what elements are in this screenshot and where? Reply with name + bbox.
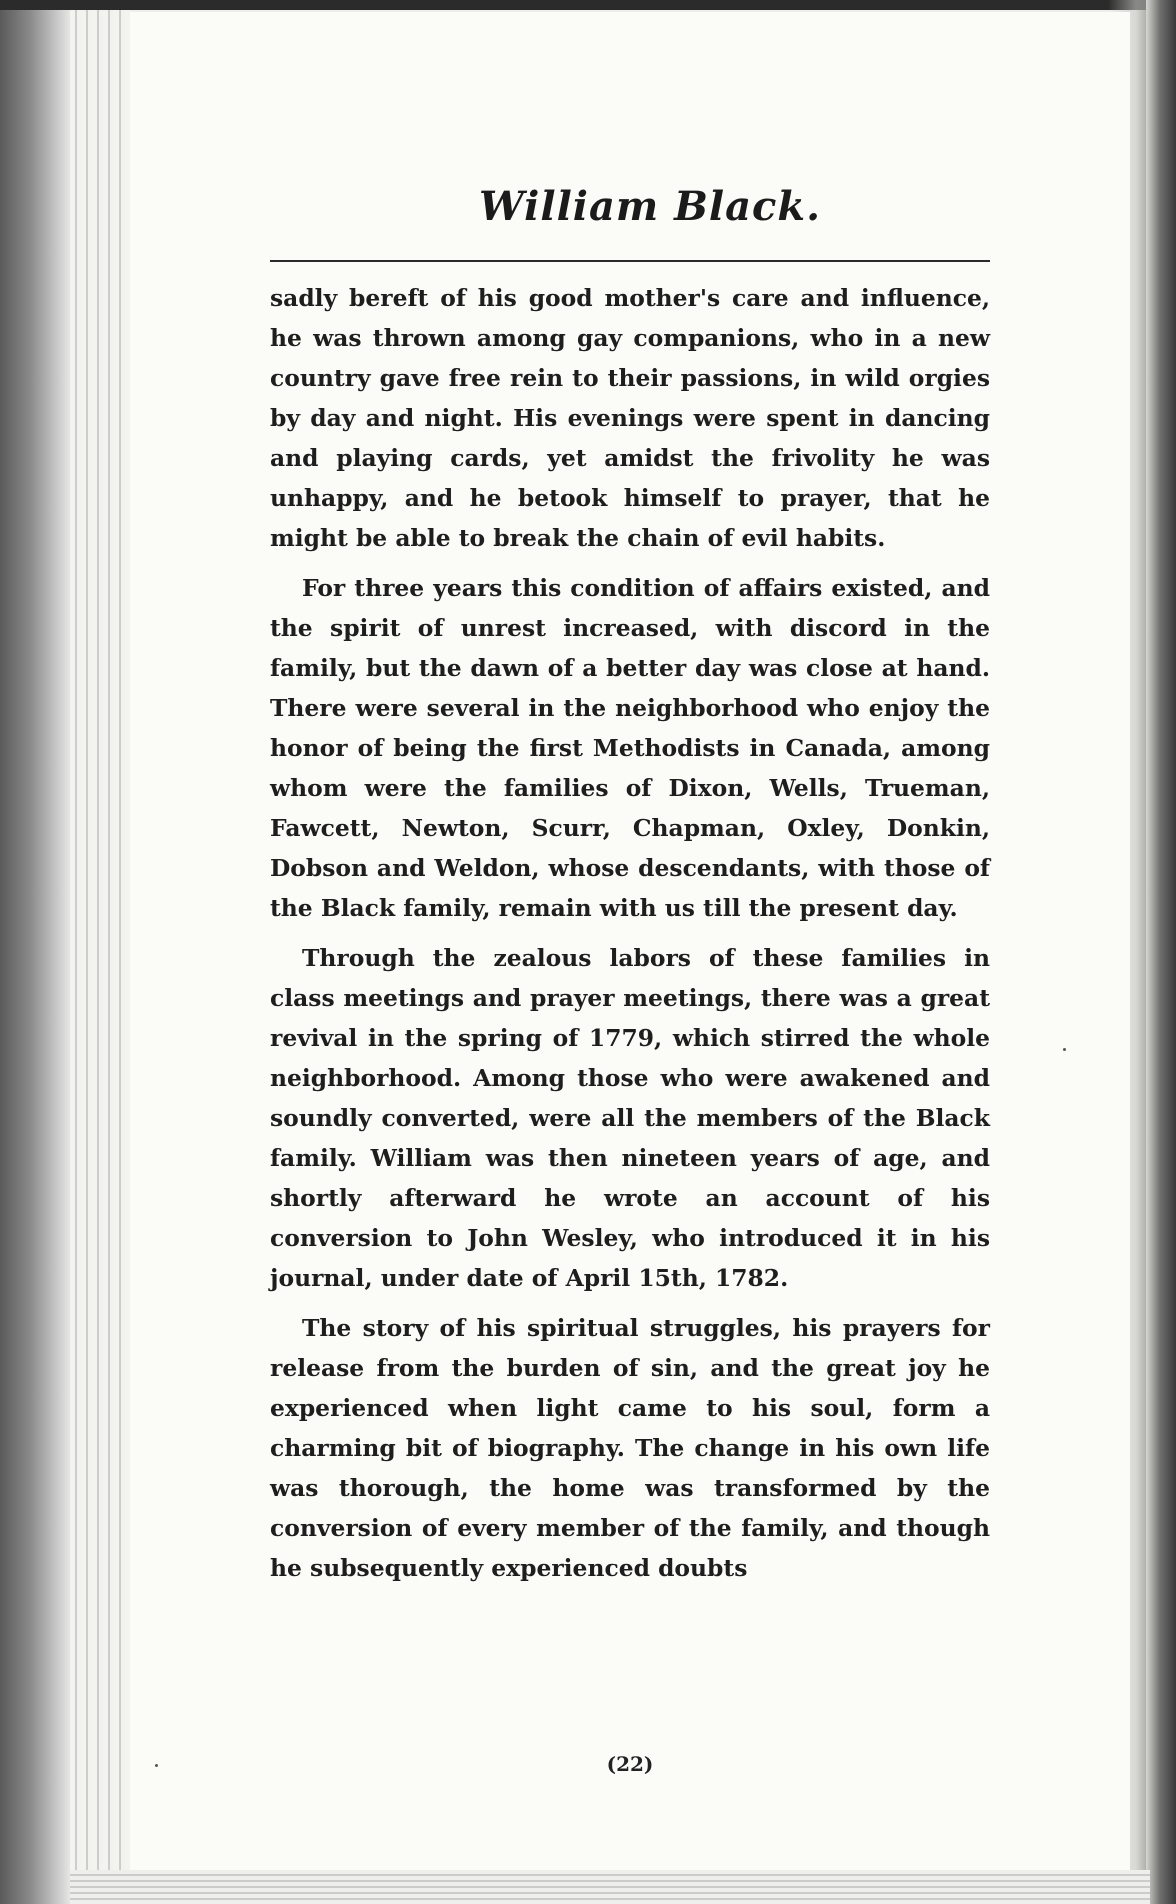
scanner-left-border (0, 0, 70, 1904)
paragraph: sadly bereft of his good mother's care and influence, he was thrown among gay companions, who in a new country gave free rein to their passions, in wild orgies by day and night. His evenings were spent in dancing and playing cards, yet amidst the frivolity he was unhappy, and he betook himself to prayer, that he might be able to break the chain of evil habits. (270, 284, 990, 552)
scanner-top-border (0, 0, 1176, 10)
paragraph: For three years this condition of affairs existed, and the spirit of unrest increased, with discord in the family, but the dawn of a better day was close at hand. There were several in the neighborhood who enjoy the honor of being the first Methodists in Canada, among whom were the families of Dixon, Wells, Trueman, Fawcett, Newton, Scurr, Chapman, Oxley, Donkin, Dobson and Weldon, whose descendants, with those of the Black family, remain with us till the present day. (270, 574, 990, 922)
stacked-page-edges-bottom (70, 1870, 1150, 1904)
page-content (270, 172, 990, 1598)
page-number: (22) (606, 1752, 654, 1776)
scan-speck (1063, 1048, 1066, 1051)
paragraph: The story of his spiritual struggles, his prayers for release from the burden of sin, and the great joy he experienced when light came to his soul, form a charming bit of biography. The change in his own life was thorough, the home was transformed by the conversion of every member of the family, and though he subsequently experienced doubts (270, 1314, 990, 1582)
scanner-right-border (1146, 0, 1176, 1904)
paragraph: Through the zealous labors of these families in class meetings and prayer meetings, there was a great revival in the spring of 1779, which stirred the whole neighborhood. Among those who were awakened and soundly converted, were all the members of the Black family. William was then nineteen years of age, and shortly afterward he wrote an account of his conversion to John Wesley, who introduced it in his journal, under date of April 15th, 1782. (270, 944, 990, 1292)
header-rule (270, 260, 990, 262)
running-head: William Black. (478, 183, 822, 230)
book-page (130, 12, 1130, 1872)
scan-speck (155, 1764, 158, 1767)
body-text (270, 278, 990, 1588)
stacked-page-edges (70, 8, 130, 1888)
